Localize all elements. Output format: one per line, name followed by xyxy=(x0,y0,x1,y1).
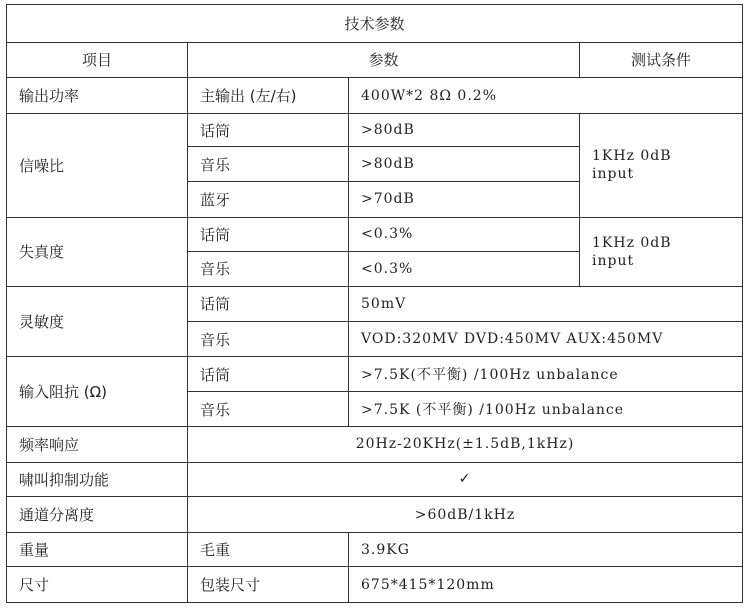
distortion-music-sub: 音乐 xyxy=(188,252,349,287)
snr-mic-sub: 话筒 xyxy=(188,113,349,147)
size-label: 尺寸 xyxy=(7,567,188,603)
distortion-test xyxy=(580,217,743,286)
feedback-row xyxy=(7,462,743,497)
separation-value: >60dB/1kHz xyxy=(188,497,743,533)
sensitivity-mic-value: 50mV xyxy=(349,286,743,322)
frequency-row xyxy=(7,427,743,463)
impedance-row xyxy=(7,356,743,392)
distortion-test-line1: 1KHz 0dB xyxy=(592,234,672,251)
weight-row xyxy=(7,532,743,567)
distortion-test-line2: input xyxy=(592,252,635,269)
output-value: 400W*2 8Ω 0.2% xyxy=(349,78,743,114)
frequency-value: 20Hz-20KHz(±1.5dB,1kHz) xyxy=(188,427,743,463)
impedance-music-sub: 音乐 xyxy=(188,392,349,427)
snr-label: 信噪比 xyxy=(7,113,188,217)
snr-music-value: >80dB xyxy=(349,147,580,182)
snr-bt-sub: 蓝牙 xyxy=(188,181,349,217)
snr-row xyxy=(7,113,743,147)
sensitivity-label: 灵敏度 xyxy=(7,286,188,356)
snr-test-line1: 1KHz 0dB xyxy=(592,148,672,165)
separation-label: 通道分离度 xyxy=(7,497,188,533)
impedance-music-value: >7.5K (不平衡) /100Hz unbalance xyxy=(349,392,743,427)
size-value: 675*415*120mm xyxy=(349,567,743,603)
header-item: 项目 xyxy=(7,42,188,78)
header-test: 测试条件 xyxy=(580,42,743,78)
sensitivity-music-value: VOD:320MV DVD:450MV AUX:450MV xyxy=(349,322,743,357)
size-sub: 包装尺寸 xyxy=(188,567,349,603)
header-row xyxy=(7,42,743,78)
distortion-mic-value: <0.3% xyxy=(349,217,580,252)
impedance-mic-sub: 话筒 xyxy=(188,356,349,392)
weight-label: 重量 xyxy=(7,532,188,567)
frequency-label: 频率响应 xyxy=(7,427,188,463)
feedback-label: 啸叫抑制功能 xyxy=(7,462,188,497)
distortion-mic-sub: 话筒 xyxy=(188,217,349,252)
check-icon: ✓ xyxy=(188,462,743,497)
output-row xyxy=(7,78,743,114)
title-row xyxy=(7,5,743,43)
output-label: 输出功率 xyxy=(7,78,188,114)
impedance-mic-value: >7.5K(不平衡) /100Hz unbalance xyxy=(349,356,743,392)
spec-table xyxy=(6,4,743,603)
sensitivity-mic-sub: 话筒 xyxy=(188,286,349,322)
snr-test-line2: input xyxy=(592,166,635,183)
output-sub: 主输出 (左/右) xyxy=(188,78,349,114)
snr-mic-value: >80dB xyxy=(349,113,580,147)
header-params: 参数 xyxy=(188,42,580,78)
distortion-row xyxy=(7,217,743,252)
impedance-label: 输入阻抗 (Ω) xyxy=(7,356,188,426)
separation-row xyxy=(7,497,743,533)
distortion-label: 失真度 xyxy=(7,217,188,286)
snr-test xyxy=(580,113,743,217)
distortion-music-value: <0.3% xyxy=(349,252,580,287)
size-row xyxy=(7,567,743,603)
snr-bt-value: >70dB xyxy=(349,181,580,217)
table-title: 技术参数 xyxy=(7,5,743,43)
snr-music-sub: 音乐 xyxy=(188,147,349,182)
weight-sub: 毛重 xyxy=(188,532,349,567)
weight-value: 3.9KG xyxy=(349,532,743,567)
sensitivity-row xyxy=(7,286,743,322)
sensitivity-music-sub: 音乐 xyxy=(188,322,349,357)
